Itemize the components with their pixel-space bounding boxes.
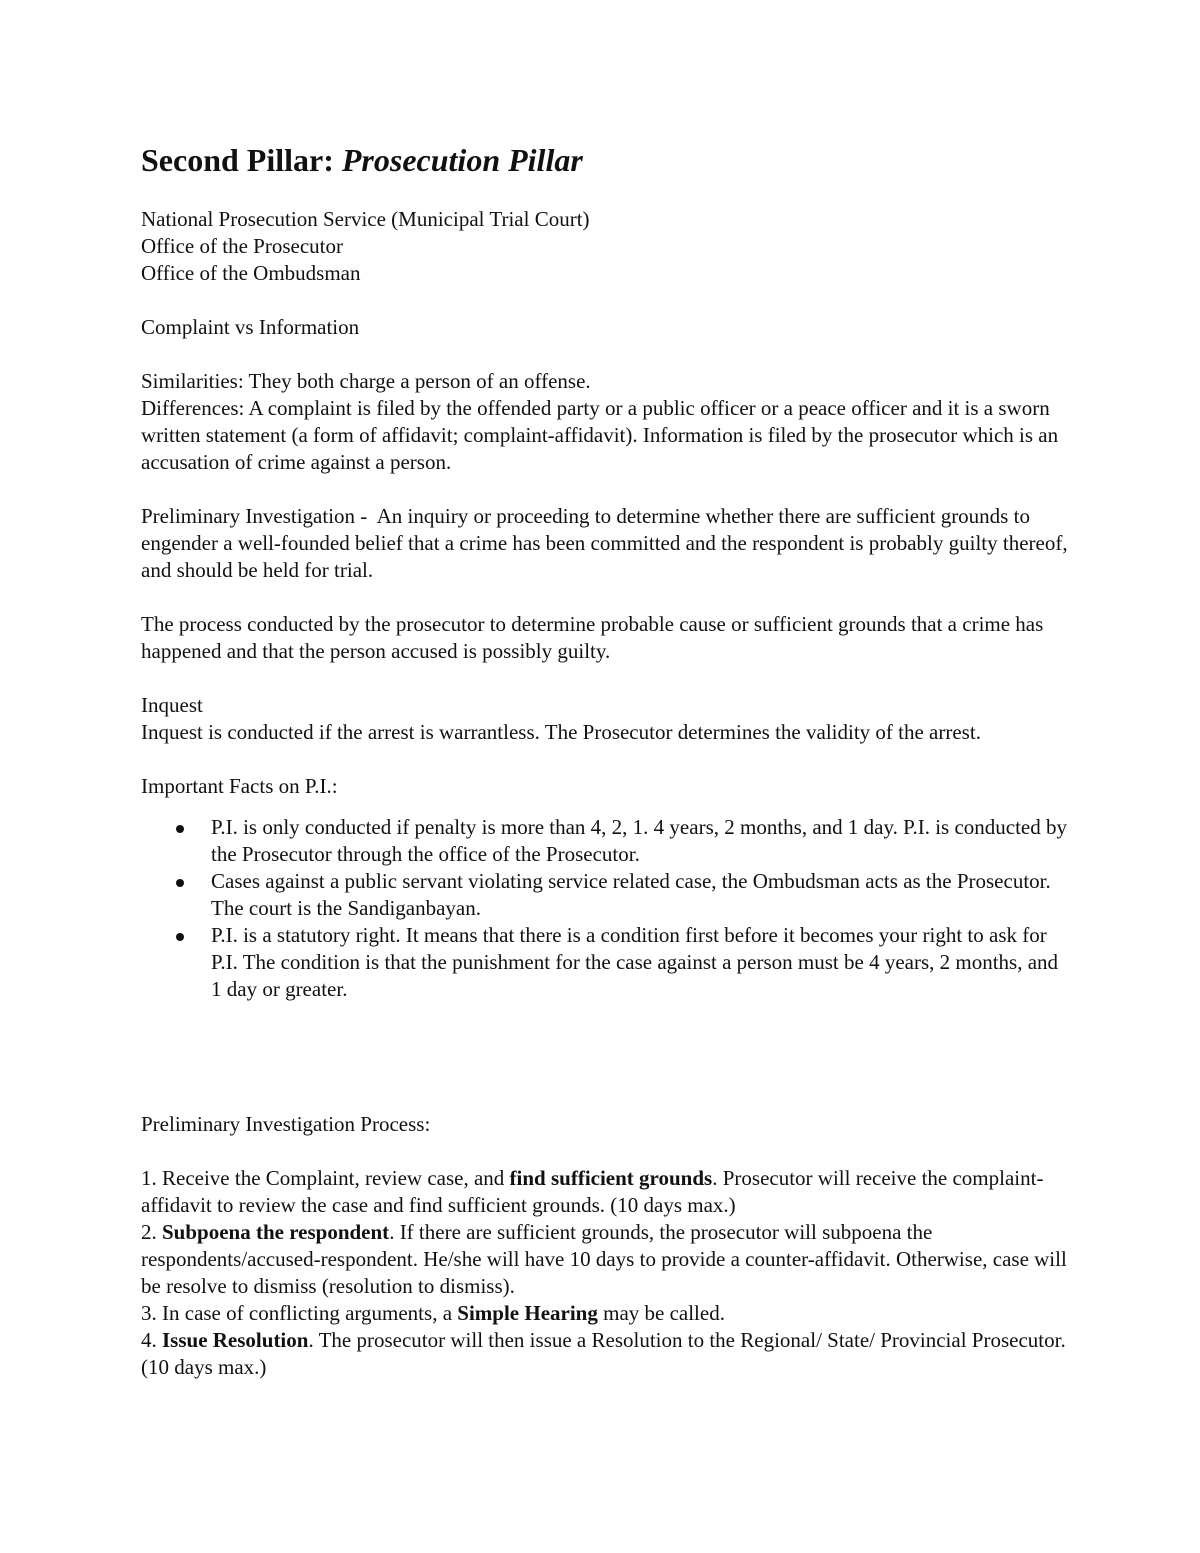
step-text: . If there are sufficient grounds, the prosecutor will subpoena the respondents/accused-respondent. He/she will have 10 days to provide a counter-affidavit. Otherwise, case will be resolve to dismiss (resolution to dismiss). bbox=[141, 1220, 1067, 1298]
inquest-heading: Inquest bbox=[141, 693, 203, 717]
step-text: . Prosecutor will receive the complaint-affidavit to review the case and find sufficient grounds. (10 days max.) bbox=[141, 1166, 1044, 1217]
bullet-icon bbox=[176, 933, 184, 941]
title-italic: Prosecution Pillar bbox=[341, 142, 583, 178]
title-main: Second Pillar: bbox=[141, 142, 342, 178]
fact-text: Cases against a public servant violating service related case, the Ombudsman acts as the Prosecutor. The court is the Sandiganbayan. bbox=[211, 869, 1051, 920]
inquest-text: Inquest is conducted if the arrest is warrantless. The Prosecutor determines the validity of the arrest. bbox=[141, 720, 981, 744]
step-bold-text: find sufficient grounds bbox=[509, 1166, 713, 1190]
similarities-text: Similarities: They both charge a person of an offense. bbox=[141, 369, 591, 393]
office-line: Office of the Prosecutor bbox=[141, 234, 343, 258]
inquest-block bbox=[141, 692, 1071, 746]
process-steps bbox=[141, 1165, 1071, 1381]
differences-text: Differences: A complaint is filed by the offended party or a public officer or a peace officer and it is a sworn written statement (a form of affidavit; complaint-affidavit). Information is filed by the prosecutor which is an accusation of crime against a person. bbox=[141, 396, 1059, 474]
list-item bbox=[141, 814, 1071, 868]
step-bold-text: Simple Hearing bbox=[457, 1301, 598, 1325]
step-text: . The prosecutor will then issue a Resolution to the Regional/ State/ Provincial Prosecutor. (10 days max.) bbox=[141, 1328, 1066, 1379]
bullet-icon bbox=[176, 879, 184, 887]
step-bold-text: Subpoena the respondent bbox=[162, 1220, 390, 1244]
process-description: The process conducted by the prosecutor to determine probable cause or sufficient grounds that a crime has happened and that the person accused is possibly guilty. bbox=[141, 612, 1044, 663]
step-text: may be called. bbox=[597, 1301, 725, 1325]
step-bold-text: Issue Resolution bbox=[162, 1328, 309, 1352]
step-text: 1. Receive the Complaint, review case, and bbox=[141, 1166, 510, 1190]
step-text: 2. bbox=[141, 1220, 162, 1244]
important-facts-heading: Important Facts on P.I.: bbox=[141, 774, 338, 798]
process-heading: Preliminary Investigation Process: bbox=[141, 1112, 431, 1136]
list-item bbox=[141, 868, 1071, 922]
process-step bbox=[141, 1219, 1071, 1300]
process-step bbox=[141, 1327, 1071, 1381]
complaint-heading: Complaint vs Information bbox=[141, 315, 360, 339]
similarities-differences-block bbox=[141, 368, 1071, 476]
list-item bbox=[141, 922, 1071, 1003]
bullet-icon bbox=[176, 825, 184, 833]
office-line: National Prosecution Service (Municipal Trial Court) bbox=[141, 207, 590, 231]
offices-block bbox=[141, 206, 1071, 287]
process-step bbox=[141, 1165, 1071, 1219]
document-title bbox=[141, 138, 1071, 182]
process-step bbox=[141, 1300, 1071, 1327]
fact-text: P.I. is a statutory right. It means that there is a condition first before it becomes your right to ask for P.I. The condition is that the punishment for the case against a person must be 4 years, 2 months, and 1 day or greater. bbox=[211, 923, 1059, 1001]
document-page bbox=[141, 138, 1071, 1381]
step-text: 4. bbox=[141, 1328, 162, 1352]
office-line: Office of the Ombudsman bbox=[141, 261, 361, 285]
preliminary-investigation-definition: Preliminary Investigation - An inquiry or proceeding to determine whether there are sufficient grounds to engender a well-founded belief that a crime has been committed and the respondent is probably guilty thereof, and should be held for trial. bbox=[141, 504, 1073, 582]
important-facts-list bbox=[141, 814, 1071, 1003]
vertical-spacer bbox=[141, 1030, 1071, 1111]
fact-text: P.I. is only conducted if penalty is more than 4, 2, 1. 4 years, 2 months, and 1 day. P.I. is conducted by the Prosecutor through the office of the Prosecutor. bbox=[211, 815, 1068, 866]
step-text: 3. In case of conflicting arguments, a bbox=[141, 1301, 458, 1325]
